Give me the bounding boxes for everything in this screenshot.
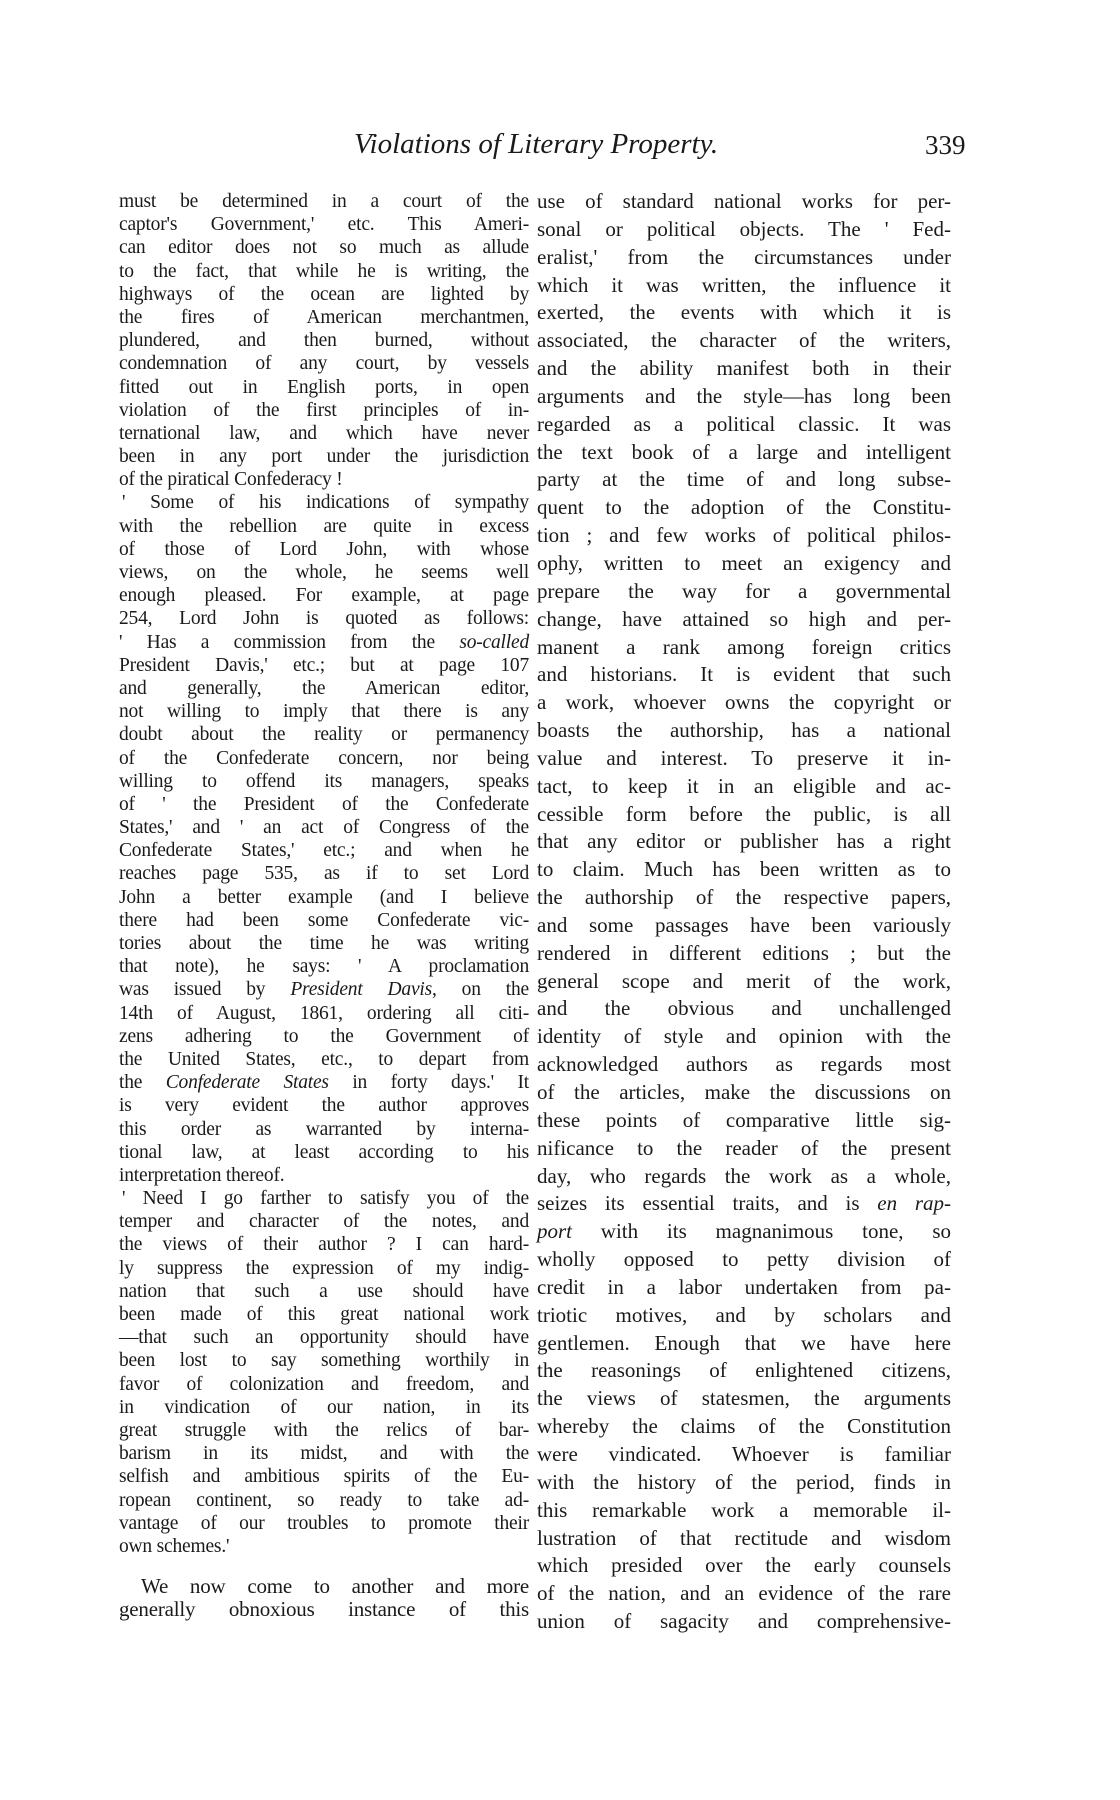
text-line <box>119 213 529 236</box>
text-line <box>119 1210 529 1233</box>
text-segment: ' Need I go farther to satisfy you of the <box>122 1188 529 1210</box>
text-line <box>119 1048 529 1071</box>
text-segment: with its magnanimous tone, so <box>572 1219 951 1244</box>
text-line <box>537 745 951 773</box>
text-line <box>119 862 529 885</box>
text-segment: general scope and merit of the work, <box>537 968 951 993</box>
text-segment: must be determined in a court of the <box>119 191 529 212</box>
text-segment: can editor does not so much as allude <box>119 237 529 259</box>
text-segment: quent to the adoption of the Constitu- <box>537 495 951 520</box>
text-segment: 254, Lord John is quoted as follows: <box>119 608 529 630</box>
text-line <box>119 1002 529 1025</box>
text-segment: captor's Government,' etc. This Ameri- <box>119 214 529 236</box>
text-segment: to claim. Much has been written as to <box>537 857 951 882</box>
text-line <box>119 283 529 306</box>
text-line <box>119 955 529 978</box>
text-line <box>537 272 951 300</box>
text-line <box>537 1218 951 1246</box>
text-line <box>537 968 951 996</box>
text-segment: these points of comparative little sig- <box>537 1107 951 1132</box>
text-segment: tact, to keep it in an eligible and ac- <box>537 773 951 798</box>
text-segment: and the ability manifest both in their <box>537 356 951 381</box>
text-segment: the views of their author ? I can hard- <box>119 1234 529 1256</box>
text-segment: which presided over the early counsels <box>537 1553 951 1578</box>
text-line <box>537 1190 951 1218</box>
text-segment: interpretation thereof. <box>119 1164 285 1186</box>
text-segment: exerted, the events with which it is <box>537 300 951 325</box>
text-line <box>537 912 951 940</box>
text-line <box>119 1233 529 1256</box>
text-segment: arguments and the style—has long been <box>537 383 951 408</box>
text-line <box>119 677 529 700</box>
text-line <box>119 260 529 283</box>
text-line <box>119 1535 529 1558</box>
text-line <box>537 578 951 606</box>
text-line <box>537 550 951 578</box>
text-line <box>119 515 529 538</box>
text-line <box>537 634 951 662</box>
text-line <box>537 1302 951 1330</box>
text-segment: temper and character of the notes, and <box>119 1211 529 1233</box>
text-line <box>537 1525 951 1553</box>
text-segment: identity of style and opinion with the <box>537 1024 951 1049</box>
text-line <box>119 1489 529 1512</box>
text-segment: not willing to imply that there is any <box>119 701 529 723</box>
text-segment: prepare the way for a governmental <box>537 578 951 603</box>
text-segment: and the obvious and unchallenged <box>537 996 951 1021</box>
text-line <box>119 1326 529 1349</box>
text-line <box>119 399 529 422</box>
text-segment: value and interest. To preserve it in- <box>537 745 951 770</box>
text-line <box>119 932 529 955</box>
text-segment: acknowledged authors as regards most <box>537 1052 951 1077</box>
left-column <box>119 190 529 1621</box>
text-line <box>119 1257 529 1280</box>
text-segment: selfish and ambitious spirits of the Eu- <box>119 1466 529 1488</box>
text-segment: ternational law, and which have never <box>119 422 529 444</box>
text-segment: the United States, etc., to depart from <box>119 1048 529 1070</box>
text-line <box>119 1303 529 1326</box>
text-segment: lustration of that rectitude and wisdom <box>537 1525 951 1550</box>
text-segment: change, have attained so high and per- <box>537 606 951 631</box>
text-line <box>119 1349 529 1372</box>
text-line <box>537 995 951 1023</box>
text-line <box>119 793 529 816</box>
text-line <box>119 1071 529 1094</box>
text-line <box>537 856 951 884</box>
text-segment: States,' and ' an act of Congress of the <box>119 817 529 839</box>
text-segment: been in any port under the jurisdiction <box>119 446 529 468</box>
text-line <box>119 1118 529 1141</box>
text-line <box>537 1107 951 1135</box>
text-segment: tional law, at least according to his <box>119 1141 529 1163</box>
text-line <box>537 689 951 717</box>
text-segment: rendered in different editions ; but the <box>537 940 951 965</box>
text-line <box>119 700 529 723</box>
text-line <box>537 1552 951 1580</box>
text-segment: there had been some Confederate vic- <box>119 909 529 931</box>
text-segment: 14th of August, 1861, ordering all citi- <box>119 1002 529 1024</box>
text-line <box>537 1497 951 1525</box>
text-segment: to the fact, that while he is writing, the <box>119 260 529 282</box>
text-segment: fitted out in English ports, in open <box>119 376 529 398</box>
text-line <box>119 607 529 630</box>
text-line <box>537 327 951 355</box>
text-line <box>119 584 529 607</box>
text-segment: favor of colonization and freedom, and <box>119 1373 529 1395</box>
text-line <box>537 1469 951 1497</box>
text-segment: of the piratical Confederacy ! <box>119 469 343 491</box>
text-segment: of the nation, and an evidence of the rare <box>537 1581 951 1606</box>
text-segment: boasts the authorship, has a national <box>537 718 951 743</box>
text-segment: the authorship of the respective papers, <box>537 885 951 910</box>
text-segment: President Davis,' etc.; but at page 107 <box>119 654 529 676</box>
text-line <box>119 1396 529 1419</box>
text-line <box>119 445 529 468</box>
text-segment: ' Some of his indications of sympathy <box>122 492 529 514</box>
italic-text: so-called <box>459 631 529 653</box>
text-segment: reaches page 535, as if to set Lord <box>119 863 529 885</box>
text-segment: the text book of a large and intelligent <box>537 439 951 464</box>
italic-text: President Davis <box>290 979 433 1001</box>
text-line <box>119 1419 529 1442</box>
text-line <box>119 306 529 329</box>
text-line <box>537 1163 951 1191</box>
text-line <box>119 1280 529 1303</box>
running-title: Violations of Literary Property. <box>354 128 719 160</box>
text-segment: plundered, and then burned, without <box>119 330 529 352</box>
text-segment: this remarkable work a memorable il- <box>537 1497 951 1522</box>
text-line <box>119 236 529 259</box>
right-column-lines <box>537 188 951 1636</box>
text-line <box>537 1274 951 1302</box>
text-line <box>537 661 951 689</box>
text-line <box>537 411 951 439</box>
text-line <box>537 1580 951 1608</box>
text-line <box>119 1512 529 1535</box>
text-segment: highways of the ocean are lighted by <box>119 283 529 305</box>
paragraph-gap <box>119 1558 529 1575</box>
text-line <box>537 1441 951 1469</box>
text-line <box>119 978 529 1001</box>
text-line <box>119 1598 529 1621</box>
text-line <box>537 773 951 801</box>
text-segment: enough pleased. For example, at page <box>119 585 529 607</box>
text-line <box>537 1357 951 1385</box>
text-line <box>119 886 529 909</box>
text-segment: wholly opposed to petty division of <box>537 1247 951 1272</box>
text-line <box>537 606 951 634</box>
text-line <box>537 828 951 856</box>
text-segment: ophy, written to meet an exigency and <box>537 550 951 575</box>
text-line <box>119 1025 529 1048</box>
text-segment: tories about the time he was writing <box>119 933 529 954</box>
text-segment: the reasonings of enlightened citizens, <box>537 1358 951 1383</box>
text-line <box>537 717 951 745</box>
text-line <box>119 1465 529 1488</box>
text-line <box>537 522 951 550</box>
text-segment: We now come to another and more <box>141 1574 529 1599</box>
text-segment: doubt about the reality or permanency <box>119 724 529 746</box>
text-segment: a work, whoever owns the copyright or <box>537 690 951 715</box>
text-line <box>537 1246 951 1274</box>
text-segment: ly suppress the expression of my indig- <box>119 1257 529 1279</box>
text-line <box>119 631 529 654</box>
text-segment: been lost to say something worthily in <box>119 1350 529 1372</box>
text-segment: is very evident the author approves <box>119 1095 529 1117</box>
italic-text: en rap- <box>877 1191 951 1216</box>
text-line <box>119 376 529 399</box>
right-column <box>537 188 951 1636</box>
left-column-tail <box>119 1575 529 1621</box>
text-segment: great struggle with the relics of bar- <box>119 1419 529 1441</box>
text-segment: manent a rank among foreign critics <box>537 634 951 659</box>
text-line <box>537 494 951 522</box>
text-line <box>119 538 529 561</box>
text-segment: sonal or political objects. The ' Fed- <box>537 216 951 241</box>
text-line <box>537 1135 951 1163</box>
text-segment: of the articles, make the discussions on <box>537 1080 951 1104</box>
text-line <box>119 561 529 584</box>
text-segment: gentlemen. Enough that we have here <box>537 1330 951 1355</box>
text-line <box>119 352 529 375</box>
text-segment: been made of this great national work <box>119 1304 529 1325</box>
text-segment: the views of statesmen, the arguments <box>537 1386 951 1411</box>
text-line <box>119 491 529 514</box>
text-line <box>537 216 951 244</box>
text-segment: regarded as a political classic. It was <box>537 411 951 436</box>
text-segment: credit in a labor undertaken from pa- <box>537 1274 951 1299</box>
text-segment: of ' the President of the Confederate <box>119 793 529 815</box>
text-line <box>537 1385 951 1413</box>
text-line <box>119 816 529 839</box>
text-segment: party at the time of and long subse- <box>537 467 951 492</box>
text-segment: that any editor or publisher has a right <box>537 829 951 854</box>
text-line <box>119 654 529 677</box>
text-segment: views, on the whole, he seems well <box>119 562 529 583</box>
text-line <box>537 801 951 829</box>
text-segment: ropean continent, so ready to take ad- <box>119 1489 529 1511</box>
text-segment: willing to offend its managers, speaks <box>119 770 529 792</box>
text-segment: associated, the character of the writers, <box>537 328 951 353</box>
text-line <box>119 468 529 491</box>
text-segment: the <box>119 1072 166 1094</box>
text-segment: and historians. It is evident that such <box>537 662 951 687</box>
text-segment: barism in its midst, and with the <box>119 1443 529 1465</box>
text-line <box>537 466 951 494</box>
text-segment: , on the <box>432 979 529 1001</box>
text-segment: ' Has a commission from the <box>119 631 460 653</box>
text-segment: cessible form before the public, is all <box>537 801 951 826</box>
text-line <box>537 383 951 411</box>
text-segment: nation that such a use should have <box>119 1280 529 1302</box>
text-line <box>119 1187 529 1210</box>
text-segment: which it was written, the influence it <box>537 272 951 297</box>
text-line <box>537 299 951 327</box>
text-segment: generally obnoxious instance of this <box>119 1597 529 1622</box>
left-column-lines <box>119 190 529 1558</box>
text-segment: whereby the claims of the Constitution <box>537 1414 951 1439</box>
text-line <box>119 1442 529 1465</box>
text-segment: with the history of the period, finds in <box>537 1469 951 1494</box>
text-line <box>119 329 529 352</box>
text-line <box>119 1164 529 1187</box>
text-line <box>537 1330 951 1358</box>
text-segment: John a better example (and I believe <box>119 886 529 908</box>
text-segment: and some passages have been variously <box>537 912 951 937</box>
text-line <box>119 1141 529 1164</box>
text-segment: nificance to the reader of the present <box>537 1135 951 1160</box>
text-segment: of the Confederate concern, nor being <box>119 747 529 769</box>
text-line <box>119 909 529 932</box>
text-segment: zens adhering to the Government of <box>119 1025 529 1047</box>
page-number: 339 <box>925 130 966 160</box>
text-segment: union of sagacity and comprehensive- <box>537 1609 951 1634</box>
text-segment: vantage of our troubles to promote their <box>119 1512 529 1534</box>
text-segment: day, who regards the work as a whole, <box>537 1163 951 1188</box>
text-segment: of those of Lord John, with whose <box>119 538 529 560</box>
text-line <box>537 1608 951 1636</box>
text-line <box>537 1079 951 1107</box>
text-line <box>119 190 529 213</box>
text-line <box>119 422 529 445</box>
text-segment: and generally, the American editor, <box>119 677 529 699</box>
text-line <box>537 884 951 912</box>
italic-text: Confederate States <box>165 1072 329 1094</box>
text-line <box>119 1094 529 1117</box>
text-segment: Confederate States,' etc.; and when he <box>119 840 529 862</box>
text-line <box>119 747 529 770</box>
text-segment: with the rebellion are quite in excess <box>119 515 529 537</box>
text-line <box>537 439 951 467</box>
text-segment: condemnation of any court, by vessels <box>119 353 529 375</box>
text-line <box>537 355 951 383</box>
text-line <box>537 188 951 216</box>
text-segment: seizes its essential traits, and is <box>537 1191 878 1216</box>
text-segment: tion ; and few works of political philos- <box>537 523 951 548</box>
text-segment: was issued by <box>119 979 291 1001</box>
text-segment: were vindicated. Whoever is familiar <box>537 1441 951 1466</box>
text-line <box>537 940 951 968</box>
text-segment: use of standard national works for per- <box>537 189 951 213</box>
italic-text: port <box>537 1219 573 1244</box>
text-line <box>537 1413 951 1441</box>
text-segment: eralist,' from the circumstances under <box>537 244 951 269</box>
text-segment: in forty days.' It <box>328 1072 529 1094</box>
text-line <box>119 770 529 793</box>
text-segment: triotic motives, and by scholars and <box>537 1302 951 1327</box>
text-segment: the fires of American merchantmen, <box>119 306 529 328</box>
text-line <box>119 839 529 862</box>
text-segment: violation of the first principles of in- <box>119 399 529 421</box>
text-segment: own schemes.' <box>119 1535 230 1557</box>
text-segment: this order as warranted by interna- <box>119 1118 529 1140</box>
text-line <box>537 1051 951 1079</box>
text-line <box>537 244 951 272</box>
text-line <box>119 1373 529 1396</box>
text-line <box>119 723 529 746</box>
text-segment: in vindication of our nation, in its <box>119 1396 529 1418</box>
text-line <box>537 1023 951 1051</box>
text-segment: that note), he says: ' A proclamation <box>119 956 529 978</box>
text-segment: —that such an opportunity should have <box>119 1327 529 1349</box>
text-line <box>119 1575 529 1598</box>
